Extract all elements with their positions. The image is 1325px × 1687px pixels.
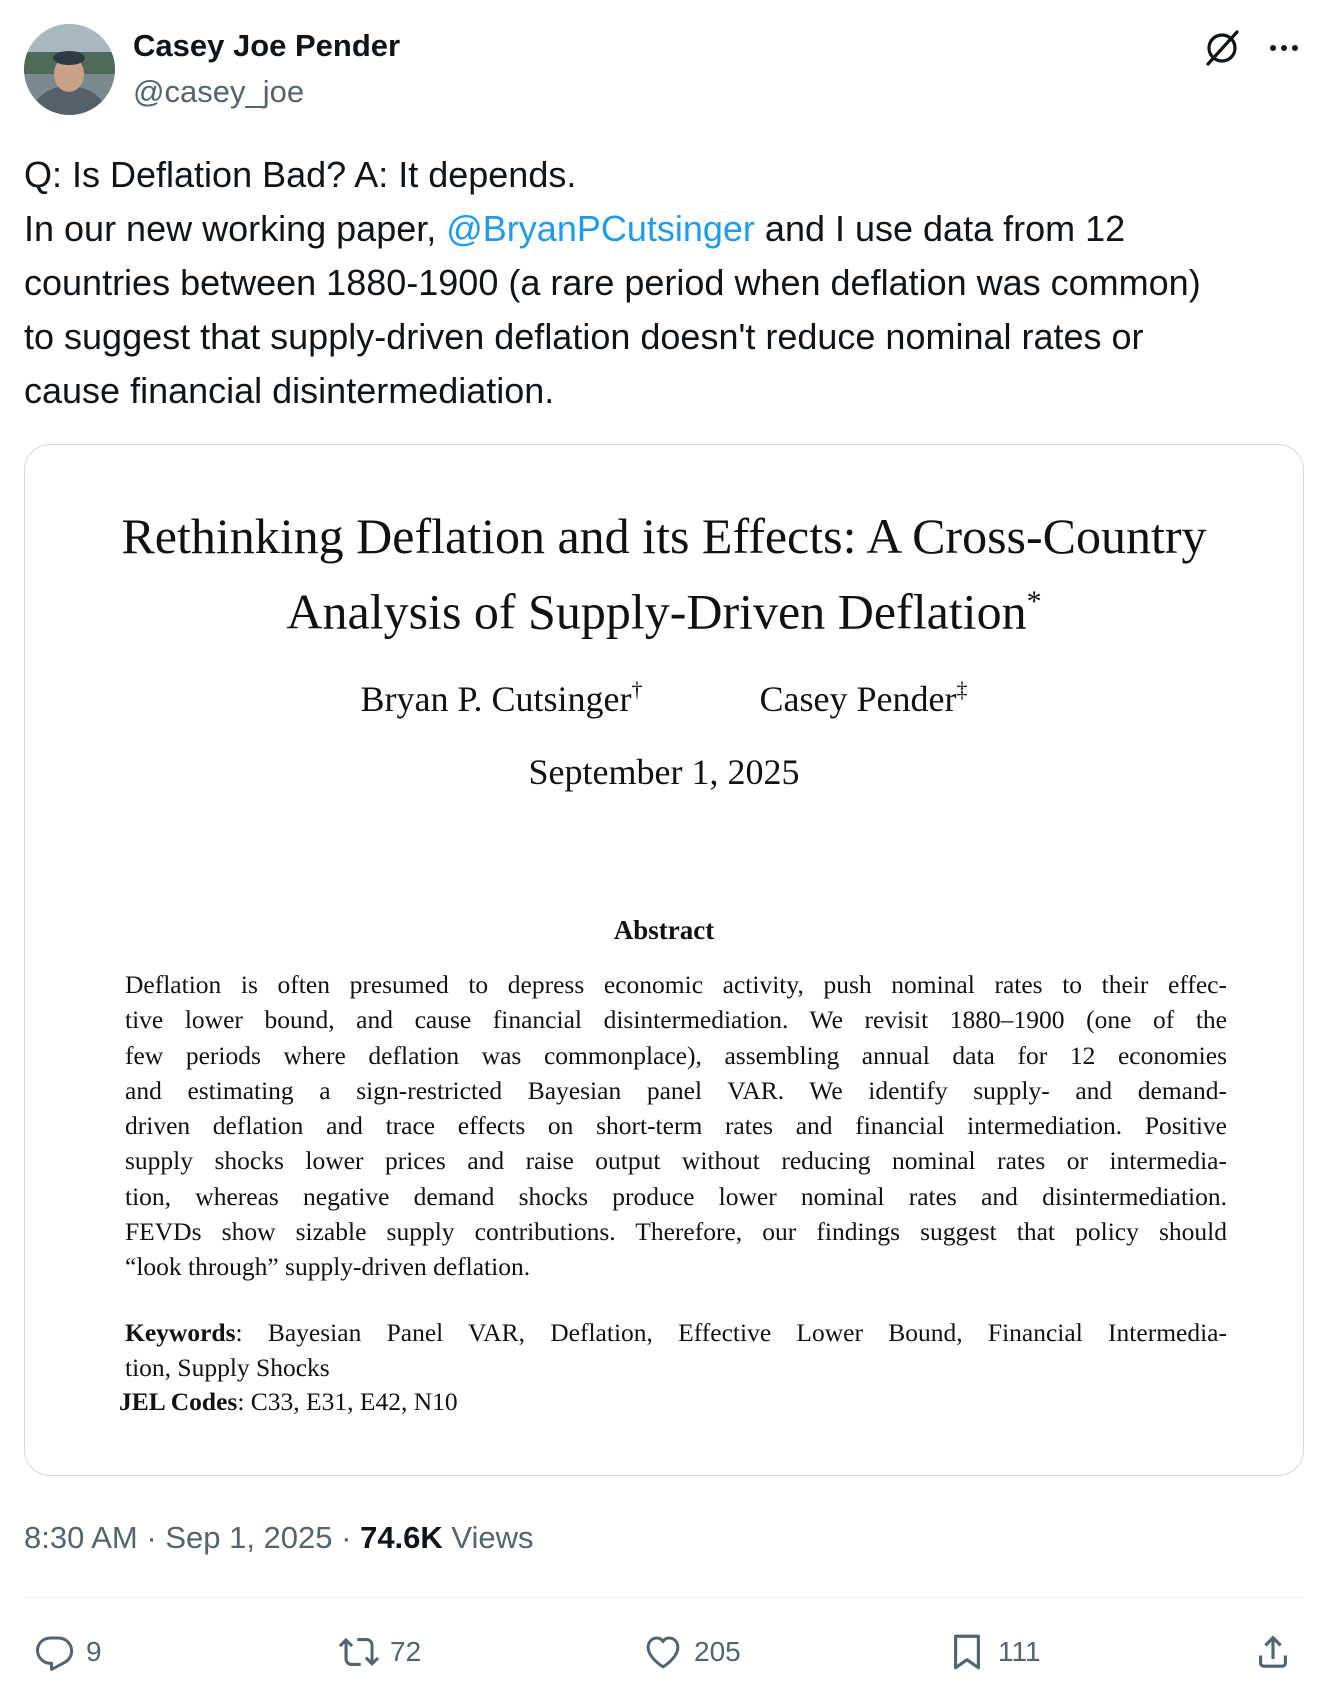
more-options-icon[interactable] bbox=[1262, 30, 1306, 66]
handle[interactable]: @casey_joe bbox=[133, 74, 305, 109]
paper-title-line: Rethinking Deflation and its Effects: A Cross-Country bbox=[121, 508, 1207, 564]
tweet-text-segment: and I use data from 12 bbox=[754, 208, 1126, 249]
bookmark-icon bbox=[946, 1631, 988, 1673]
abstract-line: tion, whereas negative demand shocks produce lower nominal rates and disintermediation. bbox=[125, 1181, 1227, 1211]
repost-count: 72 bbox=[390, 1636, 422, 1667]
tweet-line: countries between 1880-1900 (a rare period when deflation was common) bbox=[24, 262, 1201, 303]
tweet-line: Q: Is Deflation Bad? A: It depends. bbox=[24, 154, 577, 195]
footnote-mark: ‡ bbox=[956, 677, 968, 702]
like-button[interactable] bbox=[642, 1628, 741, 1676]
like-count: 205 bbox=[694, 1636, 741, 1667]
footnote-mark: * bbox=[1026, 585, 1042, 618]
abstract-line: FEVDs show sizable supply contributions. Therefore, our findings suggest that policy should bbox=[125, 1217, 1227, 1247]
jel-label: JEL Codes bbox=[119, 1387, 238, 1416]
tweet-meta bbox=[24, 1520, 534, 1556]
separator: · bbox=[332, 1520, 361, 1555]
abstract-line: Deflation is often presumed to depress economic activity, push nominal rates to their effec- bbox=[125, 970, 1227, 999]
repost-icon bbox=[338, 1631, 380, 1673]
tweet-text bbox=[24, 148, 1304, 418]
abstract-line: and estimating a sign-restricted Bayesian panel VAR. We identify supply- and demand- bbox=[125, 1075, 1227, 1105]
avatar[interactable] bbox=[24, 24, 115, 115]
abstract-heading: Abstract bbox=[613, 915, 715, 945]
abstract-line: “look through” supply-driven deflation. bbox=[125, 1252, 531, 1282]
grok-icon[interactable] bbox=[1200, 26, 1244, 70]
abstract-line: few periods where deflation was commonplace), assembling annual data for 12 economies bbox=[125, 1040, 1227, 1070]
paper-title-text: Analysis of Supply-Driven Deflation bbox=[286, 583, 1027, 640]
bookmark-button[interactable] bbox=[946, 1628, 1041, 1676]
abstract-body bbox=[125, 967, 1227, 1285]
paper-author-name: Bryan P. Cutsinger bbox=[360, 679, 632, 719]
jel-value: : C33, E31, E42, N10 bbox=[237, 1387, 458, 1416]
paper-title-line bbox=[25, 569, 1303, 645]
media-card[interactable] bbox=[24, 444, 1304, 1476]
abstract-line: supply shocks lower prices and raise output without reducing nominal rates or intermedia- bbox=[125, 1146, 1227, 1176]
separator: · bbox=[137, 1520, 166, 1555]
tweet-text-segment: In our new working paper, bbox=[24, 208, 447, 249]
share-icon bbox=[1252, 1631, 1294, 1673]
paper-keywords bbox=[125, 1315, 1227, 1386]
paper-authors bbox=[25, 677, 1303, 720]
paper-title bbox=[25, 503, 1303, 645]
footnote-mark: † bbox=[631, 677, 643, 702]
keywords-line bbox=[125, 1315, 1227, 1350]
keywords-line: tion, Supply Shocks bbox=[125, 1353, 330, 1383]
abstract-line: tive lower bound, and cause financial disintermediation. We revisit 1880–1900 (one of the bbox=[125, 1005, 1227, 1035]
keywords-label: Keywords bbox=[125, 1318, 236, 1347]
divider bbox=[24, 1597, 1304, 1598]
tweet-line: cause financial disintermediation. bbox=[24, 370, 555, 411]
tweet-date[interactable]: Sep 1, 2025 bbox=[165, 1520, 333, 1555]
jel-codes bbox=[119, 1387, 458, 1417]
display-name[interactable]: Casey Joe Pender bbox=[133, 28, 401, 63]
keywords-value: : Bayesian Panel VAR, Deflation, Effective Lower Bound, Financial Intermedia- bbox=[235, 1318, 1227, 1347]
paper-date: September 1, 2025 bbox=[528, 752, 800, 792]
tweet-time[interactable]: 8:30 AM bbox=[24, 1520, 138, 1555]
views-count[interactable]: 74.6K bbox=[360, 1520, 443, 1555]
tweet-line: to suggest that supply-driven deflation doesn't reduce nominal rates or bbox=[24, 316, 1144, 357]
avatar-photo bbox=[24, 24, 115, 115]
reply-button[interactable] bbox=[34, 1628, 102, 1676]
paper-author bbox=[361, 677, 643, 720]
reply-count: 9 bbox=[86, 1636, 102, 1667]
reply-icon bbox=[34, 1631, 76, 1673]
share-button[interactable] bbox=[1252, 1628, 1294, 1676]
views-label: Views bbox=[442, 1520, 534, 1555]
tweet-line bbox=[24, 202, 1304, 256]
paper-image bbox=[25, 445, 1303, 1475]
abstract-line: driven deflation and trace effects on short-term rates and financial intermediation. Positive bbox=[125, 1111, 1227, 1141]
bookmark-count: 111 bbox=[998, 1636, 1041, 1667]
paper-author-name: Casey Pender bbox=[759, 679, 957, 719]
repost-button[interactable] bbox=[338, 1628, 421, 1676]
mention-link[interactable]: @BryanPCutsinger bbox=[446, 208, 755, 249]
heart-icon bbox=[642, 1631, 684, 1673]
paper-author bbox=[760, 677, 968, 720]
